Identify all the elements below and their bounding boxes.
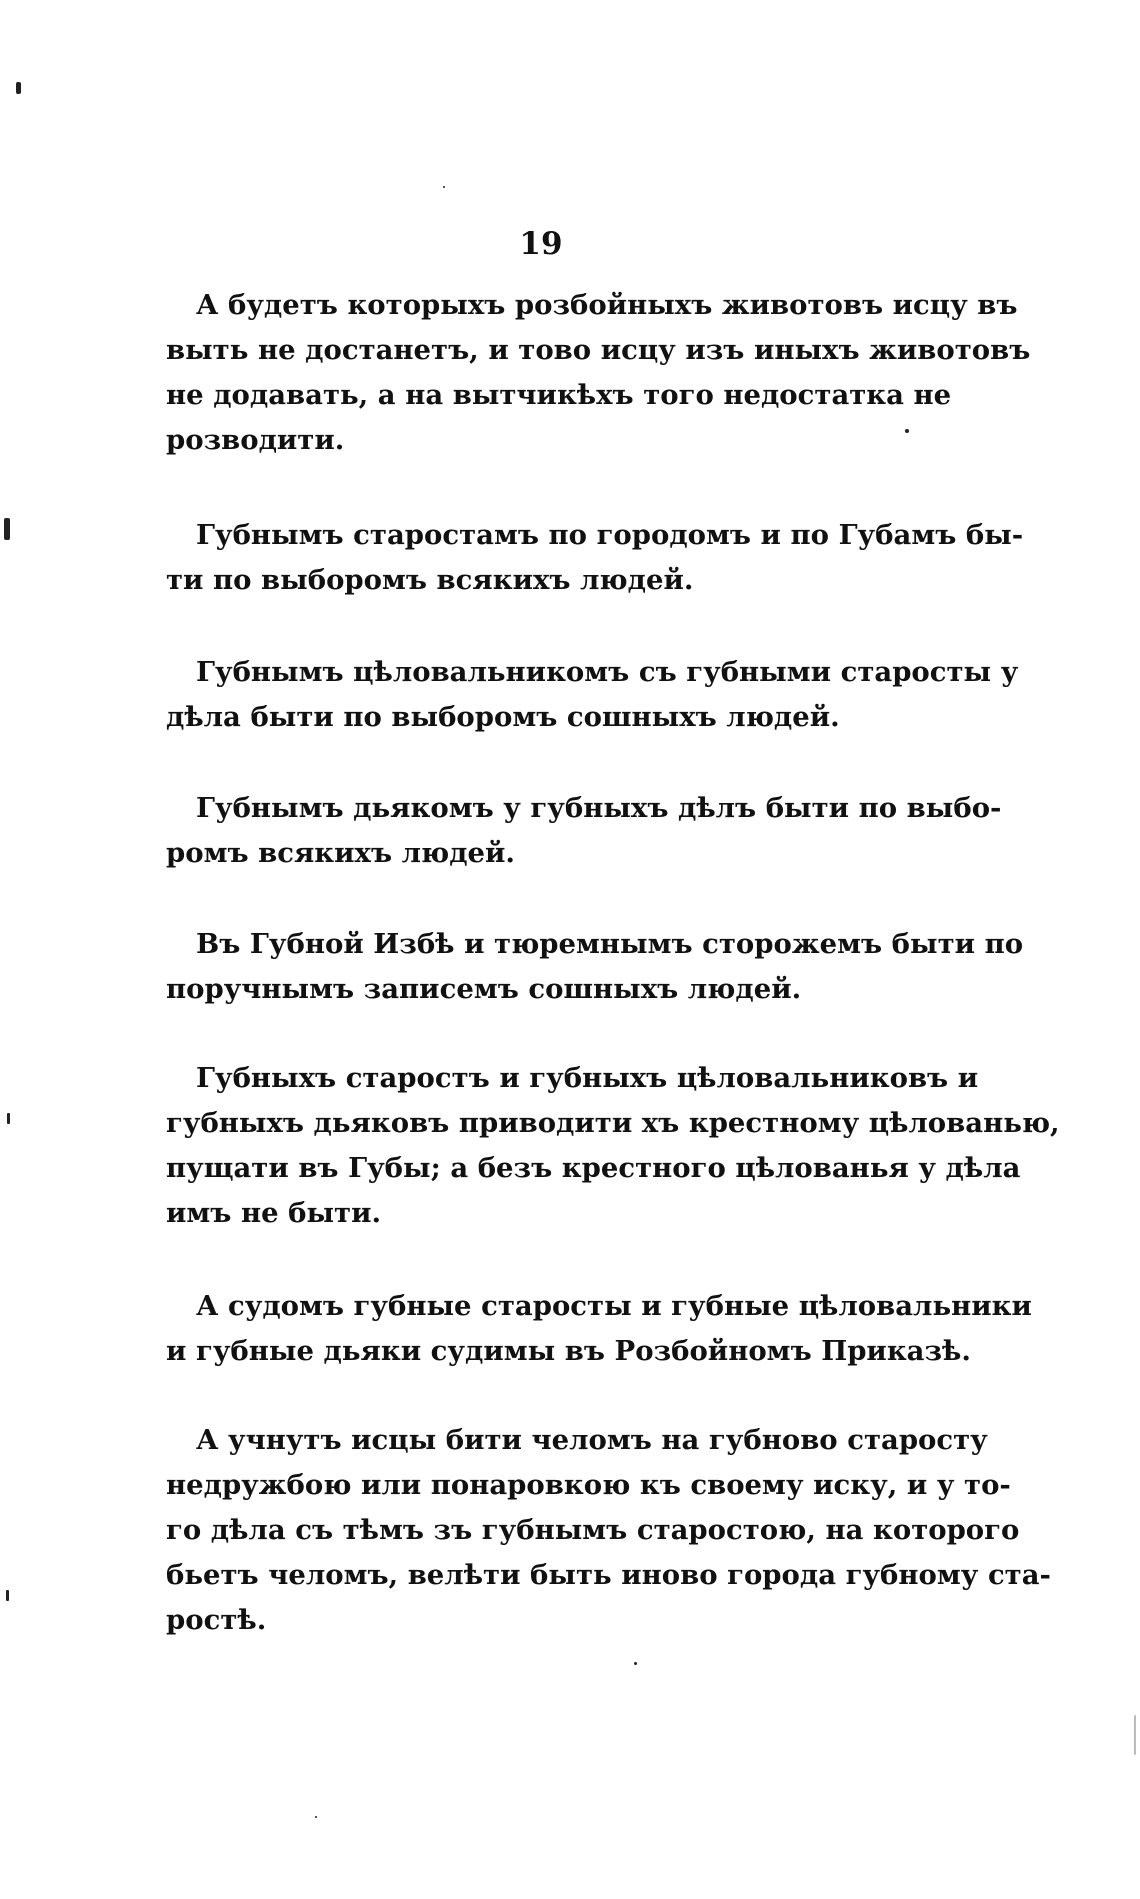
- text-line: Въ Губной Избѣ и тюремнымъ сторожемъ быти по: [196, 928, 1024, 960]
- text-line: ромъ всякихъ людей.: [166, 837, 516, 869]
- scan-speck: [16, 82, 21, 94]
- text-line: го дѣла съ тѣмъ зъ губнымъ старостою, на которого: [166, 1514, 1020, 1546]
- scan-speck: [6, 1590, 9, 1601]
- paragraph-1: [166, 283, 1031, 463]
- text-line: А судомъ губные старосты и губные цѣловальники: [196, 1290, 1032, 1322]
- page-number: 19: [519, 226, 563, 262]
- scan-speck: [7, 1113, 10, 1124]
- paragraph-8: [166, 1418, 1051, 1643]
- paragraph-7: [166, 1284, 1032, 1374]
- text-line: Губнымъ цѣловальникомъ съ губными старосты у: [196, 656, 1019, 688]
- text-line: Губнымъ дьякомъ у губныхъ дѣлъ быти по выбо-: [196, 792, 1002, 824]
- paragraph-3: [166, 650, 1019, 740]
- text-line: дѣла быти по выборомъ сошныхъ людей.: [166, 701, 840, 733]
- paragraph-4: [166, 786, 1002, 876]
- paragraph-5: [166, 922, 1024, 1012]
- paragraph-2: [166, 513, 1024, 603]
- text-line: А учнутъ исцы бити челомъ на губново старосту: [196, 1424, 988, 1456]
- text-line: ростѣ.: [166, 1604, 267, 1636]
- text-line: губныхъ дьяковъ приводити хъ крестному цѣлованью,: [166, 1107, 1060, 1139]
- text-line: имъ не быти.: [166, 1197, 382, 1229]
- text-line: А будетъ которыхъ розбойныхъ животовъ исцу въ: [196, 289, 1018, 321]
- text-line: Губнымъ старостамъ по городомъ и по Губамъ бы-: [196, 519, 1024, 551]
- text-line: выть не достанетъ, и тово исцу изъ иныхъ животовъ: [166, 334, 1031, 366]
- text-line: недружбою или понаровкою къ своему иску, и у то-: [166, 1469, 1011, 1501]
- text-line: пущати въ Губы; а безъ крестного цѣлованья у дѣла: [166, 1152, 1021, 1184]
- text-line: не додавать, а на вытчикѣхъ того недостатка не: [166, 379, 952, 411]
- scan-speck: [4, 518, 10, 540]
- paragraph-6: [166, 1056, 1060, 1236]
- text-line: поручнымъ записемъ сошныхъ людей.: [166, 973, 802, 1005]
- text-line: ти по выборомъ всякихъ людей.: [166, 564, 694, 596]
- text-line: и губные дьяки судимы въ Розбойномъ Приказѣ.: [166, 1335, 971, 1367]
- scan-speck: [1134, 1715, 1136, 1755]
- scan-speck: [443, 186, 445, 188]
- text-line: бьетъ челомъ, велѣти быть иново города губному ста-: [166, 1559, 1051, 1591]
- scan-speck: [315, 1816, 317, 1818]
- scan-speck: [634, 1662, 637, 1665]
- text-line: Губныхъ старостъ и губныхъ цѣловальниковъ и: [196, 1062, 979, 1094]
- text-line: розводити.: [166, 424, 345, 456]
- scan-speck: [905, 429, 909, 433]
